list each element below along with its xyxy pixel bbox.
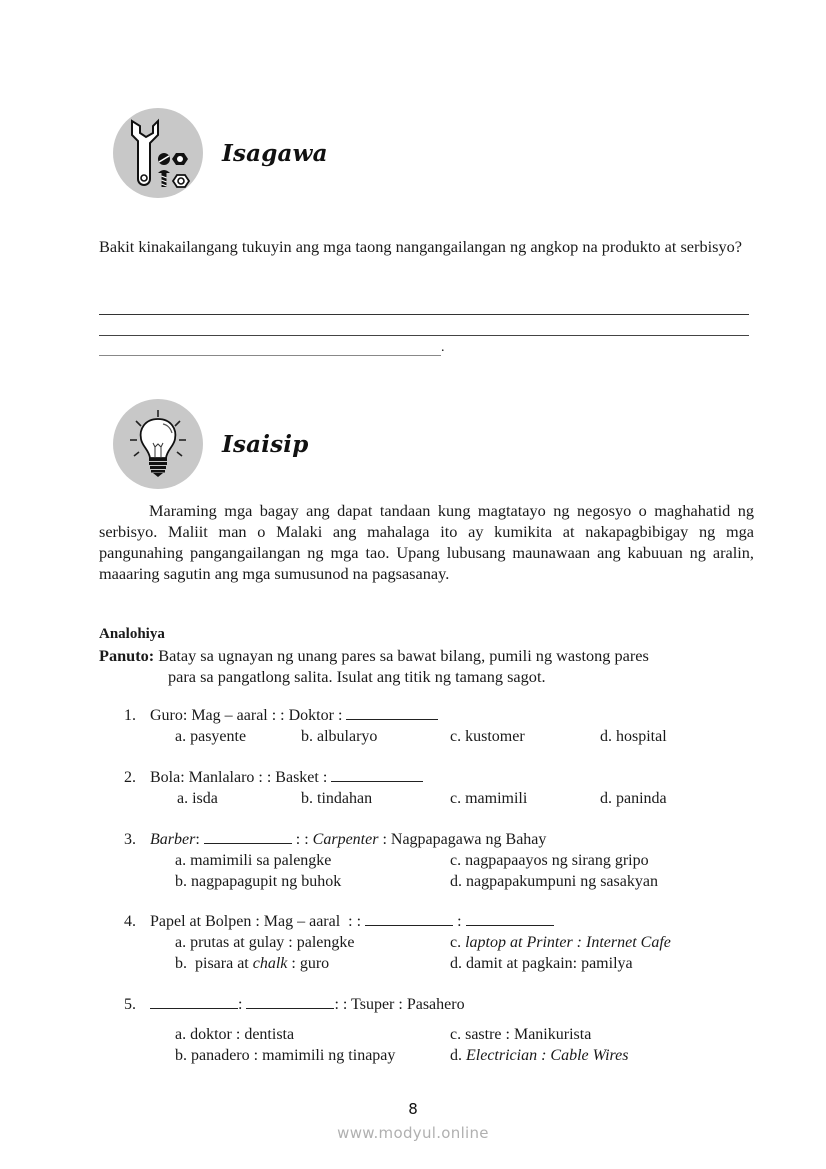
option-d[interactable]: d. nagpapakumpuni ng sasakyan [450,873,658,890]
option-a[interactable]: a. prutas at gulay : palengke [175,934,355,951]
option-b[interactable]: b. pisara at chalk : guro [175,955,330,972]
option-b[interactable]: b. albularyo [301,728,378,745]
option-a[interactable]: a. isda [177,790,218,807]
option-b[interactable]: b. panadero : mamimili ng tinapay [175,1047,396,1064]
option-c[interactable]: c. mamimili [450,790,528,807]
question-number: 2. [124,769,136,786]
answer-line-1[interactable] [99,314,749,315]
option-c[interactable]: c. kustomer [450,728,525,745]
exercise-instruction [99,645,754,666]
answer-line-period: . [441,340,445,355]
option-c[interactable]: c. sastre : Manikurista [450,1026,592,1043]
answer-blank[interactable] [346,707,438,720]
option-b[interactable]: b. nagpapagupit ng buhok [175,873,342,890]
lightbulb-icon [113,399,203,489]
option-a[interactable]: a. doktor : dentista [175,1026,295,1043]
option-d[interactable]: d. hospital [600,728,667,745]
question-5: 5. : : : Tsuper : Pasahero [124,996,465,1013]
answer-blank[interactable] [466,913,554,926]
option-b[interactable]: b. tindahan [301,790,373,807]
instruction-line-2: para sa pangatlong salita. Isulat ang titik ng tamang sagot. [168,667,546,686]
answer-blank[interactable] [150,996,238,1009]
question-number: 4. [124,913,136,930]
option-c[interactable]: c. laptop at Printer : Internet Cafe [450,934,671,951]
question-4: 4. Papel at Bolpen : Mag – aaral : : : [124,913,554,931]
isaisip-paragraph: Maraming mga bagay ang dapat tandaan kung magtatayo ng negosyo o maghahatid ng serbisyo. Maliit man o Malaki ang mahalaga ito ay kumikita at nakapagbibigay ng mga pangunahing pangangailangan ng mga tao. Upang lubusang maunawaan ang kabuuan ng aralin, maaaring sagutin ang mga sumusunod na pagsasanay. [99,501,754,583]
option-d[interactable]: d. Electrician : Cable Wires [450,1047,629,1064]
isaisip-header [113,398,309,490]
answer-blank[interactable] [204,831,292,844]
question-prompt: Guro: Mag – aaral : : Doktor : [150,707,347,724]
section-title-isaisip: Isaisip [222,430,309,458]
tools-icon [113,108,203,198]
answer-blank[interactable] [246,996,334,1009]
option-a[interactable]: a. pasyente [175,728,247,745]
question-2 [124,769,423,787]
option-c[interactable]: c. nagpapaayos ng sirang gripo [450,852,649,869]
isagawa-question: Bakit kinakailangang tukuyin ang mga taong nangangailangan ng angkop na produkto at serbisyo? [99,237,742,256]
question-prompt: Papel at Bolpen : Mag – aaral : : [150,913,366,930]
instruction-line-1: Batay sa ugnayan ng unang pares sa bawat bilang, pumili ng wastong pares [158,646,649,665]
answer-blank[interactable] [365,913,453,926]
website-watermark: www.modyul.online [337,1124,489,1142]
question-number: 5. [124,996,136,1013]
question-number: 1. [124,707,136,724]
option-a[interactable]: a. mamimili sa palengke [175,852,332,869]
question-prompt: Bola: Manlalaro : : Basket : [150,769,332,786]
answer-line-3[interactable] [99,355,441,356]
question-term: Carpenter [312,831,379,848]
option-d[interactable]: d. damit at pagkain: pamilya [450,955,633,972]
answer-blank[interactable] [331,769,423,782]
section-title-isagawa: Isagawa [222,139,328,167]
exercise-heading: Analohiya [99,626,165,642]
question-number: 3. [124,831,136,848]
option-d[interactable]: d. paninda [600,790,667,807]
question-3: 3. Barber: : : Carpenter : Nagpapagawa ng Bahay [124,831,547,848]
page-number: 8 [408,1100,418,1118]
instruction-label: Panuto: [99,646,155,665]
question-1 [124,707,438,725]
isagawa-header [113,107,328,199]
answer-line-2[interactable] [99,335,749,336]
question-term: Barber [150,831,196,848]
